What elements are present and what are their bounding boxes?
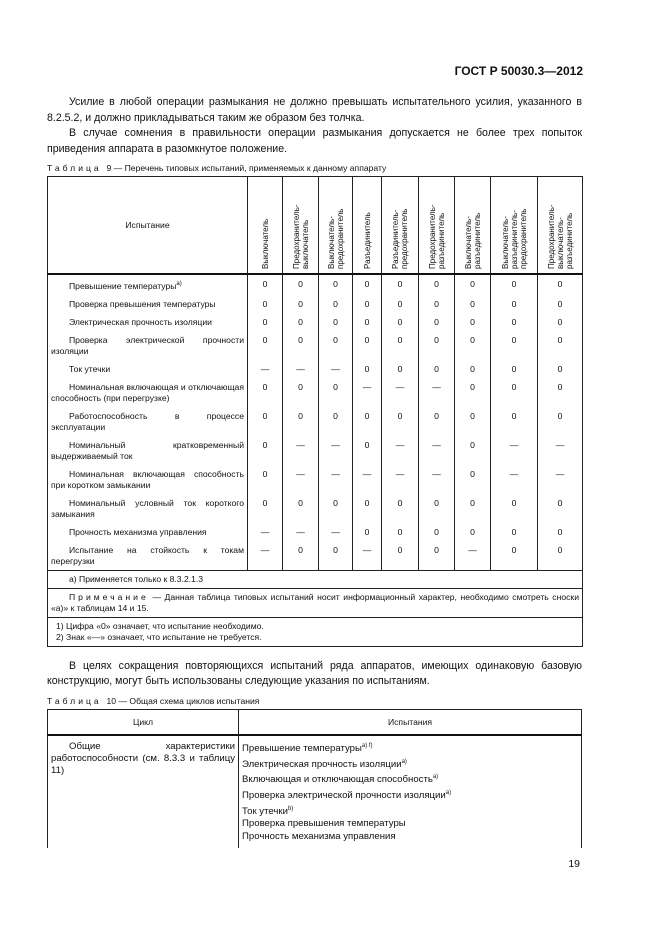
caption-text: 9 — Перечень типовых испытаний, применяемых к данному аппарату — [106, 163, 387, 173]
table-row — [48, 407, 583, 436]
table-row — [48, 360, 583, 378]
table-cell: 0 — [353, 274, 382, 295]
table-cell: 0 — [319, 494, 353, 523]
table-cell: 0 — [283, 407, 319, 436]
table-cell: 0 — [382, 313, 419, 331]
test-name-label: Превышение температуры — [69, 280, 177, 291]
test-name-label: Номинальная включающая и отключающая способность (при перегрузке) — [51, 381, 244, 403]
column-header-tests: Испытания — [239, 709, 582, 735]
column-header-label: Разъединитель-предохранитель — [391, 208, 409, 269]
table-cell: 0 — [419, 360, 455, 378]
footnote-marker: b) — [287, 805, 294, 812]
test-name — [48, 360, 248, 378]
table-cell: 0 — [353, 523, 382, 541]
table-cell: 0 — [455, 465, 491, 494]
caption-text: 10 — Общая схема циклов испытания — [106, 695, 260, 706]
table-cell: 0 — [419, 407, 455, 436]
test-name-text — [51, 498, 244, 520]
table-cell: — — [283, 436, 319, 465]
paragraph: В целях сокращения повторяющихся испытаний ряда аппаратов, имеющих одинаковую базовую конструкцию, могут быть использованы следующие указания по испытаниям. — [47, 659, 582, 688]
table-cell: 0 — [382, 331, 419, 360]
table-cell: 0 — [353, 295, 382, 313]
table-cell: 0 — [353, 360, 382, 378]
table-row — [48, 523, 583, 541]
test-name-label: Ток утечки — [69, 363, 111, 374]
table-row — [48, 313, 583, 331]
table-cell: 0 — [455, 360, 491, 378]
test-name — [48, 436, 248, 465]
table-cell: — — [382, 465, 419, 494]
document-code: ГОСТ Р 50030.3—2012 — [454, 64, 583, 78]
table-cell: — — [419, 378, 455, 407]
table-cell: 0 — [353, 331, 382, 360]
footnote-marker: a) — [445, 789, 452, 796]
table-cell: 0 — [491, 360, 538, 378]
test-item — [242, 740, 578, 756]
test-name-label: Прочность механизма управления — [69, 526, 207, 537]
legend-zero: 1) Цифра «0» означает, что испытание необходимо. — [56, 620, 264, 631]
table-cell: 0 — [319, 274, 353, 295]
test-name — [48, 523, 248, 541]
table-cell: 0 — [491, 274, 538, 295]
table-cell: — — [538, 436, 583, 465]
footnote-marker: a) — [401, 758, 407, 765]
table-cell: — — [382, 436, 419, 465]
column-header-test: Испытание — [48, 177, 248, 275]
table-cell: 0 — [248, 378, 283, 407]
table-cell: 0 — [538, 378, 583, 407]
test-name — [48, 274, 248, 295]
test-item — [242, 803, 578, 819]
table-cell: — — [319, 465, 353, 494]
table-cell: 0 — [491, 295, 538, 313]
test-item — [242, 787, 578, 803]
table-cell: 0 — [419, 331, 455, 360]
table-cell: — — [491, 465, 538, 494]
table-cell: — — [353, 465, 382, 494]
paragraph: Усилие в любой операции размыкания не должно превышать испытательного усилия, указанного в 8.2.5.2, и должно прикладываться таким же образом без толчка. — [47, 96, 582, 124]
table-cell: 0 — [538, 494, 583, 523]
column-header-label: Разъединитель — [362, 212, 372, 269]
test-name — [48, 541, 248, 571]
footnote-marker: a) — [176, 281, 182, 287]
test-name-text — [51, 545, 244, 567]
caption-word: Таблица — [47, 695, 102, 706]
table-cell: 0 — [455, 331, 491, 360]
test-label: Проверка электрической прочности изоляции — [242, 790, 446, 802]
table-cell: 0 — [382, 407, 419, 436]
column-header-label: Выключатель-разъединитель-предохранитель — [500, 208, 528, 269]
table-cell: 0 — [419, 313, 455, 331]
table-cell: 0 — [248, 331, 283, 360]
table-row — [48, 274, 583, 295]
legend — [48, 617, 583, 646]
table-cell: 0 — [353, 436, 382, 465]
table-cell: — — [283, 360, 319, 378]
test-name-label: Проверка превышения температуры — [69, 298, 216, 309]
table-cell: — — [283, 523, 319, 541]
table-cell: — — [248, 541, 283, 571]
test-label: Ток утечки — [242, 805, 288, 817]
column-header-label: Предохранитель-выключатель — [291, 204, 310, 269]
table-cell: 0 — [455, 378, 491, 407]
table-cell: 0 — [491, 541, 538, 571]
table-cell: — — [319, 360, 353, 378]
table-cell: 0 — [419, 274, 455, 295]
test-label: Электрическая прочность изоляции — [242, 758, 402, 770]
test-name-label: Номинальный условный ток короткого замыкания — [51, 497, 244, 519]
table-cell: 0 — [248, 407, 283, 436]
table-row — [48, 378, 583, 407]
table-cell: — — [353, 378, 382, 407]
column-header-label: Предохранитель-выключатель-разъединитель — [546, 204, 574, 269]
test-name — [48, 465, 248, 494]
table-cell: 0 — [319, 407, 353, 436]
table-cell: — — [538, 465, 583, 494]
note-text: — Данная таблица типовых испытаний носит информационный характер, необходимо смотреть сноски «a)» к таблицам 14 и 15. — [51, 591, 579, 613]
table-cell: 0 — [419, 494, 455, 523]
table-cell: 0 — [455, 436, 491, 465]
footnote-marker: a) f) — [361, 742, 373, 749]
table-cell: 0 — [491, 331, 538, 360]
test-name-text — [51, 299, 244, 310]
table-cell: — — [382, 378, 419, 407]
table-cell: — — [419, 465, 455, 494]
test-name-label: Испытание на стойкость к токам перегрузки — [51, 544, 244, 566]
table-cell: — — [455, 541, 491, 571]
table-cell: 0 — [319, 541, 353, 571]
footnote-a: a) Применяется только к 8.3.2.1.3 — [48, 570, 583, 588]
column-header — [455, 177, 491, 275]
table-cell: 0 — [491, 313, 538, 331]
table-cell: 0 — [248, 274, 283, 295]
test-name-text — [51, 279, 244, 292]
tests-cell — [239, 735, 582, 848]
intro-text — [47, 95, 582, 157]
note-word: Примечание — [69, 591, 149, 602]
table-cell: — — [248, 523, 283, 541]
page-number: 19 — [568, 858, 580, 871]
table-cell: 0 — [491, 407, 538, 436]
table-cell: 0 — [455, 274, 491, 295]
table-row — [48, 494, 583, 523]
test-item — [242, 831, 578, 844]
table-cell: 0 — [538, 274, 583, 295]
table-cell: 0 — [382, 541, 419, 571]
test-name-label: Номинальный кратковременный выдерживаемый ток — [51, 439, 244, 461]
legend-dash: 2) Знак «—» означает, что испытание не требуется. — [56, 631, 262, 642]
table-row — [48, 541, 583, 571]
column-header — [248, 177, 283, 275]
test-name-label: Электрическая прочность изоляции — [69, 316, 212, 327]
table-cell: — — [248, 360, 283, 378]
table-cell: 0 — [319, 295, 353, 313]
table-cell: 0 — [283, 331, 319, 360]
table-note — [48, 588, 583, 617]
table-cell: 0 — [491, 378, 538, 407]
table-cell: 0 — [248, 465, 283, 494]
table-cell: 0 — [538, 541, 583, 571]
test-name — [48, 295, 248, 313]
table-cell: 0 — [455, 523, 491, 541]
test-name-label: Проверка электрической прочности изоляции — [51, 334, 244, 356]
test-name — [48, 313, 248, 331]
test-name-text — [51, 364, 244, 375]
test-name-text — [51, 440, 244, 462]
table-cell: 0 — [283, 541, 319, 571]
cycle-name: Общие характеристики работоспособности (см. 8.3.3 и таблицу 11) — [51, 740, 235, 776]
table-cell: 0 — [283, 378, 319, 407]
test-label: Включающая и отключающая способность — [242, 774, 433, 786]
table-cell: 0 — [538, 360, 583, 378]
test-name-text — [51, 317, 244, 328]
test-name-label: Работоспособность в процессе эксплуатации — [51, 410, 244, 432]
test-name-text — [51, 335, 244, 357]
table-cell: 0 — [419, 541, 455, 571]
page-content — [47, 95, 582, 870]
column-header-label: Выключатель-предохранитель — [326, 208, 345, 269]
table-cell: 0 — [538, 523, 583, 541]
table-cell: 0 — [283, 274, 319, 295]
table-row — [48, 295, 583, 313]
table-10 — [47, 709, 582, 848]
column-header-label: Выключатель — [260, 218, 270, 269]
test-name-label: Номинальная включающая способность при коротком замыкании — [51, 468, 244, 490]
table-cell: 0 — [538, 313, 583, 331]
table-cell: 0 — [382, 494, 419, 523]
table9-caption — [47, 163, 582, 173]
table-cell: 0 — [382, 295, 419, 313]
table-cell: 0 — [248, 313, 283, 331]
table-row — [48, 331, 583, 360]
column-header — [319, 177, 353, 275]
table-cell: 0 — [283, 313, 319, 331]
table-cell: — — [319, 523, 353, 541]
test-label: Прочность механизма управления — [242, 830, 396, 842]
table-cell: 0 — [491, 523, 538, 541]
table-cell: 0 — [455, 295, 491, 313]
paragraph: В случае сомнения в правильности операции размыкания допускается не более трех попыток приведения аппарата в разомкнутое положение. — [47, 127, 582, 155]
table-cell: 0 — [538, 331, 583, 360]
table-cell: 0 — [283, 295, 319, 313]
table-cell: 0 — [319, 331, 353, 360]
table-cell: 0 — [248, 436, 283, 465]
column-header-cycle: Цикл — [48, 709, 239, 735]
test-label: Проверка превышения температуры — [242, 818, 406, 830]
table-cell: 0 — [419, 295, 455, 313]
table-cell: 0 — [455, 494, 491, 523]
column-header — [538, 177, 583, 275]
table-cell: 0 — [283, 494, 319, 523]
table-cell: 0 — [538, 407, 583, 436]
table-cell: 0 — [319, 313, 353, 331]
test-item — [242, 756, 578, 772]
table-cell: 0 — [353, 407, 382, 436]
table-cell: 0 — [248, 295, 283, 313]
footnote-marker: a) — [432, 774, 439, 781]
table-cell: — — [353, 541, 382, 571]
test-name-text — [51, 411, 244, 433]
cycle-cell — [48, 735, 239, 848]
table-cell: 0 — [455, 407, 491, 436]
test-name — [48, 407, 248, 436]
column-header — [353, 177, 382, 275]
table10-caption — [47, 696, 582, 706]
column-header — [382, 177, 419, 275]
table-cell: — — [283, 465, 319, 494]
test-name — [48, 494, 248, 523]
column-header — [419, 177, 455, 275]
table-cell: 0 — [382, 523, 419, 541]
table-cell: — — [491, 436, 538, 465]
test-name-text — [51, 382, 244, 404]
table-row — [48, 465, 583, 494]
test-item — [242, 771, 578, 787]
test-name-text — [51, 469, 244, 491]
column-header — [491, 177, 538, 275]
column-header — [283, 177, 319, 275]
paragraph-2 — [47, 659, 582, 690]
table-cell: 0 — [353, 313, 382, 331]
caption-word: Таблица — [47, 163, 102, 173]
column-header-label: Предохранитель-разъединитель — [427, 204, 446, 269]
column-header-label: Выключатель-разъединитель — [463, 212, 482, 269]
test-item — [242, 818, 578, 831]
table-cell: 0 — [455, 313, 491, 331]
table-cell: — — [419, 436, 455, 465]
table-row — [48, 436, 583, 465]
test-name-text — [51, 527, 244, 538]
table-cell: 0 — [419, 523, 455, 541]
table-cell: 0 — [382, 274, 419, 295]
table-cell: 0 — [248, 494, 283, 523]
test-name — [48, 378, 248, 407]
test-name — [48, 331, 248, 360]
table-cell: 0 — [491, 494, 538, 523]
table-cell: 0 — [353, 494, 382, 523]
table-cell: 0 — [538, 295, 583, 313]
table-cell: — — [319, 436, 353, 465]
table-cell: 0 — [319, 378, 353, 407]
table-9 — [47, 176, 583, 647]
table-cell: 0 — [382, 360, 419, 378]
test-label: Превышение температуры — [242, 743, 362, 755]
